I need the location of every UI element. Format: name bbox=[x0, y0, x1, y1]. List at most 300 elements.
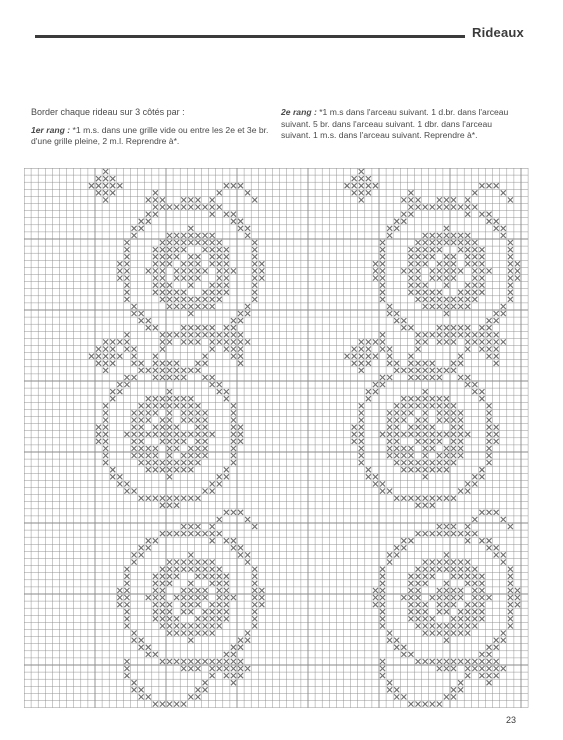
chart-cross-stitch bbox=[188, 595, 193, 600]
chart-cross-stitch bbox=[494, 659, 499, 664]
chart-cross-stitch bbox=[465, 297, 470, 302]
chart-cross-stitch bbox=[479, 261, 484, 266]
chart-cross-stitch bbox=[181, 666, 186, 671]
chart-cross-stitch bbox=[408, 368, 413, 373]
chart-cross-stitch bbox=[224, 581, 229, 586]
chart-cross-stitch bbox=[487, 432, 492, 437]
chart-cross-stitch bbox=[380, 602, 385, 607]
chart-cross-stitch bbox=[203, 290, 208, 295]
chart-cross-stitch bbox=[132, 304, 137, 309]
chart-cross-stitch bbox=[195, 631, 200, 636]
chart-cross-stitch bbox=[416, 432, 421, 437]
chart-cross-stitch bbox=[252, 588, 257, 593]
chart-cross-stitch bbox=[479, 595, 484, 600]
chart-cross-stitch bbox=[160, 460, 165, 465]
chart-cross-stitch bbox=[508, 197, 513, 202]
chart-cross-stitch bbox=[224, 510, 229, 515]
chart-cross-stitch bbox=[167, 439, 172, 444]
chart-cross-stitch bbox=[451, 410, 456, 415]
chart-cross-stitch bbox=[394, 687, 399, 692]
chart-cross-stitch bbox=[153, 581, 158, 586]
chart-cross-stitch bbox=[430, 460, 435, 465]
chart-cross-stitch bbox=[153, 254, 158, 259]
chart-cross-stitch bbox=[437, 453, 442, 458]
chart-cross-stitch bbox=[423, 623, 428, 628]
chart-cross-stitch bbox=[224, 666, 229, 671]
chart-cross-stitch bbox=[132, 680, 137, 685]
chart-cross-stitch bbox=[465, 524, 470, 529]
chart-cross-stitch bbox=[203, 595, 208, 600]
chart-cross-stitch bbox=[181, 233, 186, 238]
chart-cross-stitch bbox=[217, 205, 222, 210]
chart-cross-stitch bbox=[139, 418, 144, 423]
chart-cross-stitch bbox=[231, 410, 236, 415]
chart-cross-stitch bbox=[508, 588, 513, 593]
chart-cross-stitch bbox=[167, 623, 172, 628]
chart-cross-stitch bbox=[181, 567, 186, 572]
chart-cross-stitch bbox=[217, 297, 222, 302]
chart-cross-stitch bbox=[472, 382, 477, 387]
chart-cross-stitch bbox=[160, 396, 165, 401]
chart-cross-stitch bbox=[210, 233, 215, 238]
chart-cross-stitch bbox=[203, 233, 208, 238]
chart-cross-stitch bbox=[203, 268, 208, 273]
chart-cross-stitch bbox=[139, 368, 144, 373]
chart-cross-stitch bbox=[160, 290, 165, 295]
chart-cross-stitch bbox=[139, 318, 144, 323]
chart-cross-stitch bbox=[160, 418, 165, 423]
chart-cross-stitch bbox=[472, 190, 477, 195]
chart-cross-stitch bbox=[394, 694, 399, 699]
chart-cross-stitch bbox=[210, 567, 215, 572]
chart-cross-stitch bbox=[167, 233, 172, 238]
chart-cross-stitch bbox=[401, 318, 406, 323]
chart-cross-stitch bbox=[217, 666, 222, 671]
chart-cross-stitch bbox=[146, 197, 151, 202]
chart-cross-stitch bbox=[181, 531, 186, 536]
row-1-text: *1 m.s. dans une grille vide ou entre les 2e et 3e br. d'une grille pleine, 2 m.l. Reprendre à*. bbox=[31, 124, 269, 147]
chart-cross-stitch bbox=[380, 347, 385, 352]
chart-cross-stitch bbox=[487, 410, 492, 415]
chart-cross-stitch bbox=[423, 631, 428, 636]
chart-cross-stitch bbox=[494, 318, 499, 323]
chart-cross-stitch bbox=[217, 517, 222, 522]
chart-cross-stitch bbox=[210, 673, 215, 678]
chart-cross-stitch bbox=[160, 581, 165, 586]
chart-cross-stitch bbox=[373, 276, 378, 281]
chart-cross-stitch bbox=[451, 403, 456, 408]
chart-cross-stitch bbox=[444, 261, 449, 266]
chart-cross-stitch bbox=[501, 552, 506, 557]
chart-cross-stitch bbox=[174, 332, 179, 337]
chart-cross-stitch bbox=[408, 574, 413, 579]
chart-cross-stitch bbox=[146, 368, 151, 373]
chart-cross-stitch bbox=[195, 659, 200, 664]
chart-cross-stitch bbox=[437, 197, 442, 202]
chart-cross-stitch bbox=[408, 283, 413, 288]
chart-cross-stitch bbox=[359, 460, 364, 465]
chart-cross-stitch bbox=[181, 197, 186, 202]
chart-cross-stitch bbox=[167, 339, 172, 344]
chart-cross-stitch bbox=[423, 283, 428, 288]
chart-cross-stitch bbox=[203, 531, 208, 536]
chart-cross-stitch bbox=[117, 339, 122, 344]
chart-cross-stitch bbox=[181, 524, 186, 529]
chart-cross-stitch bbox=[366, 354, 371, 359]
chart-cross-stitch bbox=[203, 332, 208, 337]
chart-cross-stitch bbox=[451, 339, 456, 344]
chart-cross-stitch bbox=[167, 496, 172, 501]
chart-cross-stitch bbox=[167, 410, 172, 415]
chart-cross-stitch bbox=[224, 616, 229, 621]
chart-cross-stitch bbox=[494, 510, 499, 515]
chart-cross-stitch bbox=[160, 588, 165, 593]
chart-cross-stitch bbox=[217, 240, 222, 245]
chart-cross-stitch bbox=[188, 588, 193, 593]
chart-cross-stitch bbox=[181, 702, 186, 707]
chart-cross-stitch bbox=[359, 361, 364, 366]
chart-cross-stitch bbox=[259, 261, 264, 266]
chart-cross-stitch bbox=[238, 226, 243, 231]
chart-cross-stitch bbox=[174, 304, 179, 309]
chart-cross-stitch bbox=[124, 481, 129, 486]
chart-cross-stitch bbox=[117, 354, 122, 359]
chart-cross-stitch bbox=[465, 375, 470, 380]
chart-cross-stitch bbox=[487, 645, 492, 650]
chart-cross-stitch bbox=[465, 489, 470, 494]
chart-cross-stitch bbox=[210, 304, 215, 309]
chart-cross-stitch bbox=[132, 631, 137, 636]
chart-cross-stitch bbox=[167, 432, 172, 437]
chart-cross-stitch bbox=[146, 645, 151, 650]
chart-cross-stitch bbox=[231, 659, 236, 664]
chart-cross-stitch bbox=[210, 254, 215, 259]
chart-cross-stitch bbox=[245, 631, 250, 636]
chart-cross-stitch bbox=[231, 268, 236, 273]
chart-cross-stitch bbox=[508, 261, 513, 266]
chart-cross-stitch bbox=[416, 290, 421, 295]
chart-cross-stitch bbox=[387, 453, 392, 458]
chart-cross-stitch bbox=[451, 261, 456, 266]
chart-cross-stitch bbox=[458, 588, 463, 593]
chart-cross-stitch bbox=[153, 410, 158, 415]
chart-cross-stitch bbox=[444, 304, 449, 309]
chart-cross-stitch bbox=[458, 567, 463, 572]
chart-cross-stitch bbox=[416, 347, 421, 352]
chart-cross-stitch bbox=[479, 574, 484, 579]
chart-cross-stitch bbox=[188, 254, 193, 259]
chart-cross-stitch bbox=[188, 467, 193, 472]
chart-cross-stitch bbox=[124, 240, 129, 245]
chart-cross-stitch bbox=[224, 254, 229, 259]
chart-cross-stitch bbox=[444, 311, 449, 316]
chart-cross-stitch bbox=[380, 567, 385, 572]
chart-cross-stitch bbox=[451, 631, 456, 636]
chart-cross-stitch bbox=[181, 432, 186, 437]
chart-cross-stitch bbox=[444, 410, 449, 415]
chart-cross-stitch bbox=[487, 347, 492, 352]
chart-cross-stitch bbox=[238, 510, 243, 515]
chart-cross-stitch bbox=[352, 439, 357, 444]
chart-cross-stitch bbox=[160, 332, 165, 337]
chart-cross-stitch bbox=[380, 616, 385, 621]
chart-cross-stitch bbox=[494, 645, 499, 650]
chart-cross-stitch bbox=[359, 403, 364, 408]
chart-cross-stitch bbox=[224, 290, 229, 295]
chart-cross-stitch bbox=[174, 702, 179, 707]
chart-cross-stitch bbox=[508, 276, 513, 281]
chart-cross-stitch bbox=[444, 602, 449, 607]
chart-cross-stitch bbox=[451, 432, 456, 437]
chart-cross-stitch bbox=[238, 439, 243, 444]
chart-cross-stitch bbox=[224, 652, 229, 657]
chart-cross-stitch bbox=[124, 268, 129, 273]
chart-cross-stitch bbox=[508, 268, 513, 273]
chart-cross-stitch bbox=[146, 595, 151, 600]
chart-cross-stitch bbox=[479, 389, 484, 394]
chart-cross-stitch bbox=[139, 361, 144, 366]
chart-cross-stitch bbox=[494, 425, 499, 430]
chart-cross-stitch bbox=[430, 368, 435, 373]
chart-cross-stitch bbox=[408, 276, 413, 281]
chart-cross-stitch bbox=[160, 602, 165, 607]
chart-cross-stitch bbox=[359, 183, 364, 188]
chart-cross-stitch bbox=[203, 687, 208, 692]
chart-cross-stitch bbox=[174, 205, 179, 210]
chart-cross-stitch bbox=[188, 226, 193, 231]
chart-cross-stitch bbox=[224, 588, 229, 593]
chart-cross-stitch bbox=[380, 339, 385, 344]
chart-cross-stitch bbox=[167, 290, 172, 295]
chart-cross-stitch bbox=[465, 205, 470, 210]
chart-cross-stitch bbox=[401, 595, 406, 600]
chart-cross-stitch bbox=[139, 496, 144, 501]
chart-cross-stitch bbox=[479, 616, 484, 621]
chart-cross-stitch bbox=[167, 503, 172, 508]
chart-cross-stitch bbox=[444, 276, 449, 281]
chart-cross-stitch bbox=[203, 631, 208, 636]
chart-cross-stitch bbox=[451, 560, 456, 565]
chart-cross-stitch bbox=[231, 673, 236, 678]
chart-cross-stitch bbox=[139, 311, 144, 316]
chart-cross-stitch bbox=[188, 240, 193, 245]
chart-cross-stitch bbox=[160, 297, 165, 302]
chart-cross-stitch bbox=[110, 354, 115, 359]
chart-cross-stitch bbox=[380, 581, 385, 586]
page-number: 23 bbox=[506, 715, 517, 725]
chart-cross-stitch bbox=[487, 325, 492, 330]
chart-cross-stitch bbox=[153, 190, 158, 195]
chart-cross-stitch bbox=[416, 283, 421, 288]
chart-cross-stitch bbox=[153, 261, 158, 266]
chart-cross-stitch bbox=[124, 297, 129, 302]
chart-cross-stitch bbox=[181, 396, 186, 401]
chart-cross-stitch bbox=[458, 297, 463, 302]
chart-cross-stitch bbox=[423, 205, 428, 210]
chart-cross-stitch bbox=[188, 694, 193, 699]
chart-cross-stitch bbox=[252, 197, 257, 202]
chart-cross-stitch bbox=[110, 474, 115, 479]
chart-cross-stitch bbox=[508, 254, 513, 259]
chart-cross-stitch bbox=[124, 283, 129, 288]
chart-cross-stitch bbox=[231, 325, 236, 330]
chart-cross-stitch bbox=[174, 659, 179, 664]
chart-cross-stitch bbox=[210, 631, 215, 636]
chart-cross-stitch bbox=[188, 432, 193, 437]
chart-cross-stitch bbox=[437, 439, 442, 444]
chart-cross-stitch bbox=[174, 446, 179, 451]
chart-cross-stitch bbox=[451, 197, 456, 202]
chart-cross-stitch bbox=[451, 439, 456, 444]
chart-cross-stitch bbox=[124, 276, 129, 281]
chart-cross-stitch bbox=[124, 673, 129, 678]
chart-cross-stitch bbox=[188, 368, 193, 373]
chart-cross-stitch bbox=[231, 354, 236, 359]
chart-cross-stitch bbox=[508, 574, 513, 579]
chart-cross-stitch bbox=[515, 268, 520, 273]
chart-cross-stitch bbox=[167, 659, 172, 664]
chart-cross-stitch bbox=[188, 325, 193, 330]
chart-cross-stitch bbox=[167, 702, 172, 707]
instructions-right-column bbox=[281, 107, 523, 142]
chart-cross-stitch bbox=[437, 623, 442, 628]
chart-cross-stitch bbox=[416, 361, 421, 366]
chart-cross-stitch bbox=[487, 680, 492, 685]
chart-cross-stitch bbox=[160, 467, 165, 472]
chart-cross-stitch bbox=[153, 361, 158, 366]
chart-cross-stitch bbox=[394, 545, 399, 550]
chart-cross-stitch bbox=[153, 453, 158, 458]
chart-cross-stitch bbox=[458, 439, 463, 444]
chart-cross-stitch bbox=[231, 545, 236, 550]
chart-cross-stitch bbox=[231, 652, 236, 657]
chart-cross-stitch bbox=[146, 325, 151, 330]
chart-cross-stitch bbox=[174, 425, 179, 430]
chart-cross-stitch bbox=[451, 616, 456, 621]
chart-cross-stitch bbox=[366, 183, 371, 188]
chart-cross-stitch bbox=[430, 361, 435, 366]
chart-cross-stitch bbox=[195, 432, 200, 437]
chart-cross-stitch bbox=[217, 254, 222, 259]
chart-cross-stitch bbox=[416, 332, 421, 337]
chart-cross-stitch bbox=[494, 432, 499, 437]
chart-cross-stitch bbox=[188, 496, 193, 501]
chart-cross-stitch bbox=[210, 332, 215, 337]
chart-cross-stitch bbox=[416, 595, 421, 600]
chart-cross-stitch bbox=[210, 375, 215, 380]
chart-cross-stitch bbox=[458, 425, 463, 430]
chart-cross-stitch bbox=[423, 503, 428, 508]
chart-cross-stitch bbox=[160, 254, 165, 259]
chart-cross-stitch bbox=[487, 318, 492, 323]
chart-cross-stitch bbox=[153, 496, 158, 501]
chart-cross-stitch bbox=[160, 197, 165, 202]
chart-cross-stitch bbox=[224, 332, 229, 337]
chart-cross-stitch bbox=[167, 602, 172, 607]
chart-cross-stitch bbox=[387, 233, 392, 238]
chart-cross-stitch bbox=[373, 183, 378, 188]
chart-cross-stitch bbox=[380, 254, 385, 259]
chart-cross-stitch bbox=[366, 339, 371, 344]
chart-cross-stitch bbox=[210, 489, 215, 494]
chart-cross-stitch bbox=[224, 602, 229, 607]
chart-cross-stitch bbox=[238, 645, 243, 650]
chart-cross-stitch bbox=[465, 581, 470, 586]
chart-cross-stitch bbox=[423, 254, 428, 259]
chart-cross-stitch bbox=[195, 268, 200, 273]
chart-cross-stitch bbox=[132, 432, 137, 437]
chart-cross-stitch bbox=[167, 261, 172, 266]
chart-cross-stitch bbox=[167, 418, 172, 423]
chart-cross-stitch bbox=[437, 339, 442, 344]
chart-cross-stitch bbox=[203, 418, 208, 423]
chart-cross-stitch bbox=[217, 290, 222, 295]
chart-cross-stitch bbox=[238, 659, 243, 664]
chart-cross-stitch bbox=[430, 403, 435, 408]
chart-cross-stitch bbox=[479, 332, 484, 337]
chart-cross-stitch bbox=[451, 446, 456, 451]
chart-cross-stitch bbox=[451, 588, 456, 593]
chart-cross-stitch bbox=[373, 268, 378, 273]
chart-cross-stitch bbox=[153, 325, 158, 330]
chart-cross-stitch bbox=[430, 304, 435, 309]
chart-cross-stitch bbox=[195, 254, 200, 259]
chart-cross-stitch bbox=[245, 311, 250, 316]
chart-cross-stitch bbox=[487, 268, 492, 273]
chart-cross-stitch bbox=[132, 347, 137, 352]
chart-cross-stitch bbox=[458, 354, 463, 359]
chart-cross-stitch bbox=[359, 176, 364, 181]
chart-cross-stitch bbox=[238, 545, 243, 550]
chart-cross-stitch bbox=[465, 382, 470, 387]
chart-cross-stitch bbox=[359, 432, 364, 437]
chart-cross-stitch bbox=[494, 638, 499, 643]
chart-cross-stitch bbox=[430, 560, 435, 565]
chart-cross-stitch bbox=[423, 240, 428, 245]
chart-cross-stitch bbox=[139, 460, 144, 465]
chart-cross-stitch bbox=[210, 602, 215, 607]
chart-cross-stitch bbox=[174, 268, 179, 273]
chart-cross-stitch bbox=[217, 276, 222, 281]
chart-cross-stitch bbox=[245, 190, 250, 195]
chart-cross-stitch bbox=[465, 283, 470, 288]
chart-cross-stitch bbox=[494, 361, 499, 366]
chart-cross-stitch bbox=[210, 524, 215, 529]
chart-cross-stitch bbox=[146, 410, 151, 415]
chart-cross-stitch bbox=[430, 623, 435, 628]
chart-cross-stitch bbox=[146, 219, 151, 224]
chart-cross-stitch bbox=[132, 425, 137, 430]
chart-cross-stitch bbox=[387, 560, 392, 565]
chart-cross-stitch bbox=[203, 489, 208, 494]
chart-cross-stitch bbox=[224, 261, 229, 266]
chart-cross-stitch bbox=[231, 418, 236, 423]
chart-cross-stitch bbox=[132, 453, 137, 458]
chart-cross-stitch bbox=[394, 496, 399, 501]
chart-cross-stitch bbox=[465, 332, 470, 337]
chart-cross-stitch bbox=[252, 623, 257, 628]
chart-cross-stitch bbox=[231, 439, 236, 444]
chart-cross-stitch bbox=[224, 396, 229, 401]
chart-cross-stitch bbox=[167, 425, 172, 430]
chart-cross-stitch bbox=[167, 205, 172, 210]
chart-cross-stitch bbox=[380, 588, 385, 593]
chart-cross-stitch bbox=[373, 481, 378, 486]
chart-cross-stitch bbox=[401, 645, 406, 650]
chart-cross-stitch bbox=[437, 403, 442, 408]
chart-cross-stitch bbox=[444, 524, 449, 529]
chart-cross-stitch bbox=[132, 489, 137, 494]
